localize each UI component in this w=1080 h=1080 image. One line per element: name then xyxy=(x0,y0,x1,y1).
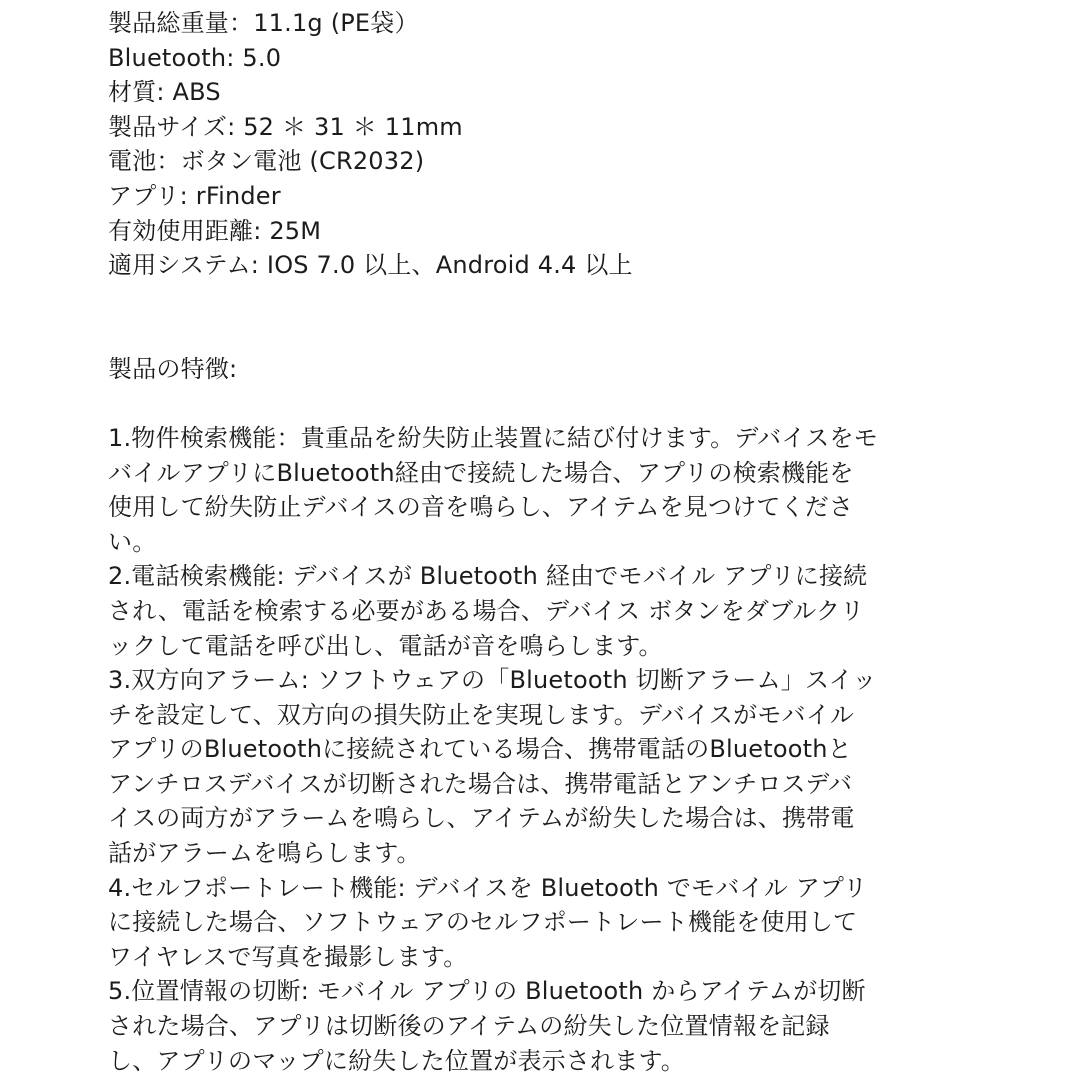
feature-line: い。 xyxy=(108,527,157,556)
features-heading: 製品の特徴: xyxy=(108,354,238,383)
feature-item-search-phone xyxy=(108,559,1008,663)
feature-line: アプリのBluetoothに接続されている場合、携帯電話のBluetoothと xyxy=(108,735,852,764)
feature-line: 2.電話検索機能: デバイスが Bluetooth 経由でモバイル アプリに接続 xyxy=(108,562,868,591)
product-description-text xyxy=(108,6,1008,1078)
spec-weight: 製品総重量：11.1g (PE袋） xyxy=(108,9,419,37)
spacer xyxy=(108,386,1008,421)
feature-line: ックして電話を呼び出し、電話が音を鳴らします。 xyxy=(108,631,663,660)
feature-line: 使用して紛失防止デバイスの音を鳴らし、アイテムを見つけてくださ xyxy=(108,493,854,522)
feature-line: 4.セルフポートレート機能: デバイスを Bluetooth でモバイル アプリ xyxy=(108,873,868,902)
feature-item-two-way-alarm xyxy=(108,663,1008,871)
feature-line: された場合、アプリは切断後のアイテムの紛失した位置情報を記録 xyxy=(108,1012,830,1041)
feature-line: 話がアラームを鳴らします。 xyxy=(108,839,421,868)
spacer xyxy=(108,283,1008,352)
feature-line: イスの両方がアラームを鳴らし、アイテムが紛失した場合は、携帯電 xyxy=(108,804,855,833)
spec-bluetooth: Bluetooth: 5.0 xyxy=(108,43,282,72)
feature-line: 3.双方向アラーム: ソフトウェアの「Bluetooth 切断アラーム」スイッ xyxy=(108,666,877,695)
feature-line: され、電話を検索する必要がある場合、デバイス ボタンをダブルクリ xyxy=(108,596,865,625)
feature-line: チを設定して、双方向の損失防止を実現します。デバイスがモバイル xyxy=(108,700,855,729)
spec-battery: 電池：ボタン電池 (CR2032) xyxy=(108,147,425,176)
feature-line: に接続した場合、ソフトウェアのセルフポートレート機能を使用して xyxy=(108,908,858,937)
feature-line: し、アプリのマップに紛失した位置が表示されます。 xyxy=(108,1046,685,1075)
feature-item-location-disconnect xyxy=(108,974,1008,1078)
spec-range: 有効使用距離: 25M xyxy=(108,216,322,245)
spec-list xyxy=(108,6,1008,283)
spec-material: 材質: ABS xyxy=(108,78,221,107)
spec-app: アプリ: rFinder xyxy=(108,181,281,210)
feature-item-selfie xyxy=(108,871,1008,975)
spec-system: 適用システム: IOS 7.0 以上、Android 4.4 以上 xyxy=(108,251,633,280)
feature-item-search-item xyxy=(108,421,1008,559)
feature-line: 5.位置情報の切断: モバイル アプリの Bluetooth からアイテムが切断 xyxy=(108,977,866,1006)
feature-line: バイルアプリにBluetooth経由で接続した場合、アプリの検索機能を xyxy=(108,458,854,487)
feature-line: アンチロスデバイスが切断された場合は、携帯電話とアンチロスデバ xyxy=(108,769,853,798)
spec-size: 製品サイズ: 52 ＊ 31 ＊ 11mm xyxy=(108,112,463,141)
feature-line: 1.物件検索機能：貴重品を紛失防止装置に結び付けます。デバイスをモ xyxy=(108,423,878,452)
feature-line: ワイヤレスで写真を撮影します。 xyxy=(108,942,468,971)
